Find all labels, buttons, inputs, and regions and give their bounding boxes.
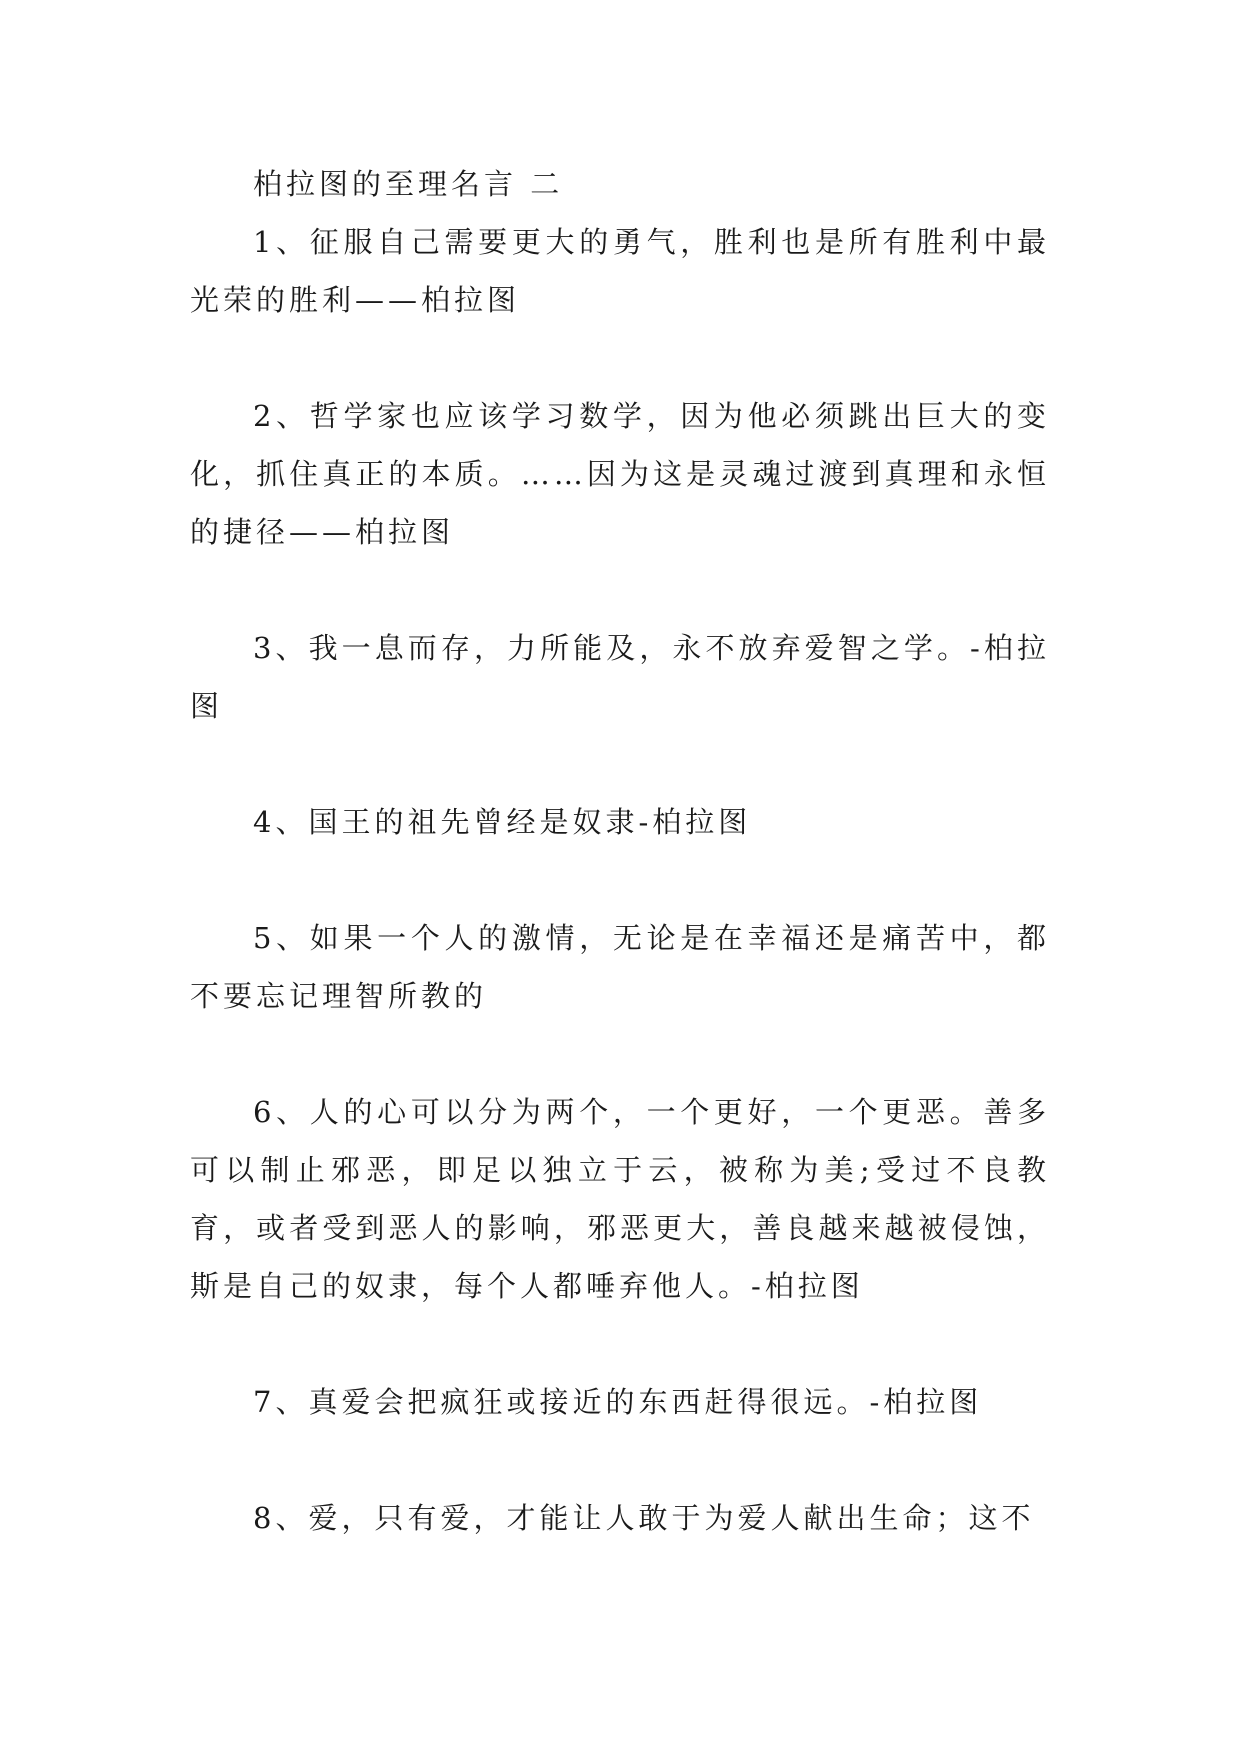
quote-paragraph-2: 2、哲学家也应该学习数学，因为他必须跳出巨大的变化，抓住真正的本质。……因为这是灵魂过渡到真理和永恒的捷径——柏拉图 bbox=[190, 399, 1050, 549]
quote-paragraph-7: 7、真爱会把疯狂或接近的东西赶得很远。-柏拉图 bbox=[253, 1385, 983, 1419]
quote-paragraph-8: 8、爱，只有爱，才能让人敢于为爱人献出生命；这不 bbox=[253, 1501, 1035, 1535]
quote-paragraph-5: 5、如果一个人的激情，无论是在幸福还是痛苦中，都不要忘记理智所教的 bbox=[190, 921, 1050, 1013]
document-title: 柏拉图的至理名言 二 bbox=[253, 167, 564, 201]
quote-paragraph-1: 1、征服自己需要更大的勇气，胜利也是所有胜利中最光荣的胜利——柏拉图 bbox=[190, 225, 1050, 317]
document-body bbox=[190, 155, 1050, 1605]
quote-paragraph-6: 6、人的心可以分为两个，一个更好，一个更恶。善多可以制止邪恶，即足以独立于云，被称为美;受过不良教育，或者受到恶人的影响，邪恶更大，善良越来越被侵蚀，斯是自己的奴隶，每个人都唾弃他人。-柏拉图 bbox=[190, 1095, 1050, 1303]
quote-paragraph-4: 4、国王的祖先曾经是奴隶-柏拉图 bbox=[253, 805, 752, 839]
quote-paragraph-3: 3、我一息而存，力所能及，永不放弃爱智之学。-柏拉图 bbox=[190, 631, 1050, 723]
